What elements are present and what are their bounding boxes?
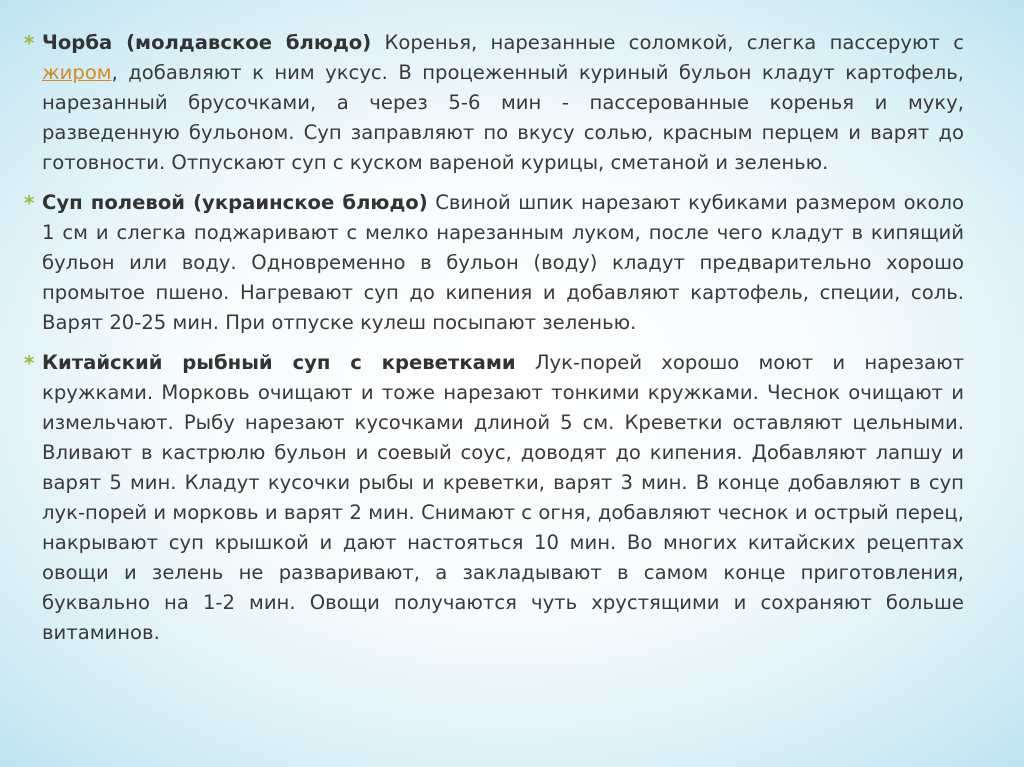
recipe-title: Чорба (молдавское блюдо) — [42, 31, 372, 54]
recipe-title: Китайский рыбный суп с креветками — [42, 351, 516, 374]
recipe-text: Коренья, нарезанные соломкой, слегка пассеруют с — [371, 31, 964, 54]
bullet-icon: * — [24, 351, 35, 375]
recipe-field-soup — [24, 188, 964, 338]
recipe-chinese-fish-soup — [24, 348, 964, 648]
recipe-chorba — [24, 28, 964, 178]
slide-content — [24, 28, 964, 648]
recipe-text: Свиной шпик нарезают кубиками размером около 1 см и слегка поджаривают с мелко нарезанным луком, после чего кладут в кипящий бульон или воду. Одновременно в бульон (воду) кладут предварительно хорошо промытое пшено. Нагревают суп до кипения и добавляют картофель, специи, соль. Варят 20-25 мин. При отпуске кулеш посыпают зеленью. — [42, 191, 964, 334]
link-fat[interactable]: жиром — [42, 61, 112, 84]
bullet-icon: * — [24, 31, 35, 55]
recipe-text: Лук-порей хорошо моют и нарезают кружками. Морковь очищают и тоже нарезают тонкими кружками. Чеснок очищают и измельчают. Рыбу нарезают кусочками длиной 5 см. Креветки оставляют цельными. Вливают в кастрюлю бульон и соевый соус, доводят до кипения. Добавляют лапшу и варят 5 мин. Кладут кусочки рыбы и креветки, варят 3 мин. В конце добавляют в суп лук-порей и морковь и варят 2 мин. Снимают с огня, добавляют чеснок и острый перец, накрывают суп крышкой и дают настояться 10 мин. Во многих китайских рецептах овощи и зелень не разваривают, а закладывают в самом конце приготовления, буквально на 1-2 мин. Овощи получаются чуть хрустящими и сохраняют больше витаминов. — [42, 351, 964, 644]
recipe-text: , добавляют к ним уксус. В процеженный куриный бульон кладут картофель, нарезанный брусочками, а через 5-6 мин - пассерованные коренья и муку, разведенную бульоном. Суп заправляют по вкусу солью, красным перцем и варят до готовности. Отпускают суп с куском вареной курицы, сметаной и зеленью. — [42, 61, 964, 174]
bullet-icon: * — [24, 191, 35, 215]
recipe-title: Суп полевой (украинское блюдо) — [42, 191, 428, 214]
